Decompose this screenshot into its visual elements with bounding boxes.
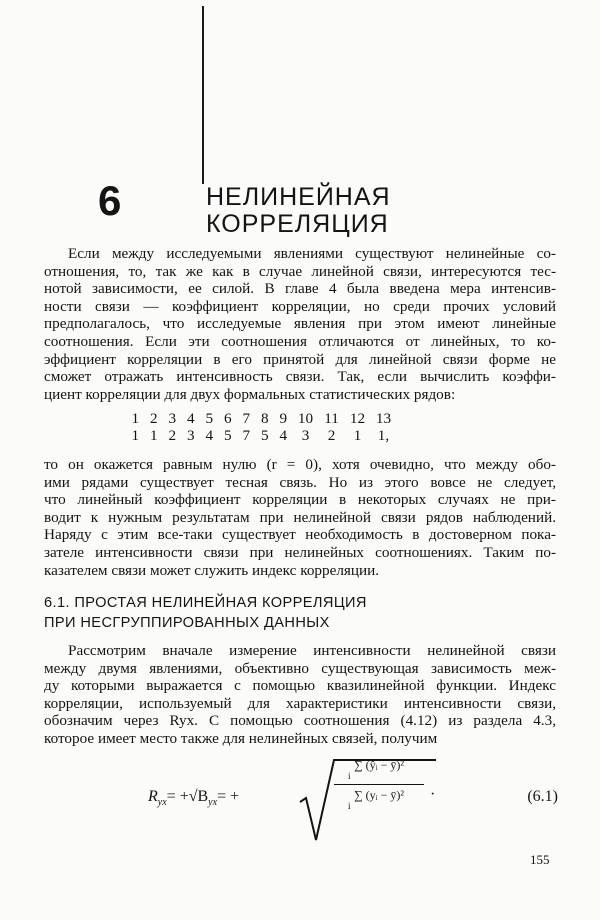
denominator-text: ∑ (yᵢ − ȳ)²	[354, 788, 404, 802]
page-number: 155	[530, 852, 550, 867]
series-row-1	[126, 410, 397, 427]
section-paragraph	[44, 642, 556, 748]
series-value: 2	[327, 427, 336, 444]
section-heading-line2: ПРИ НЕСГРУППИРОВАННЫХ ДАННЫХ	[44, 615, 330, 631]
formula-sqrt-B: = +√B	[166, 788, 209, 805]
series-value: 3	[186, 427, 195, 444]
after-series-paragraph	[44, 456, 556, 579]
text-line: зателе интенсивности связи при нелинейных соотношениях. Таким по-	[44, 543, 556, 561]
text-line: Рассмотрим вначале измерение интенсивности нелинейной связи	[68, 642, 556, 659]
series-value: 4	[186, 410, 195, 427]
formula-6-1	[148, 756, 558, 846]
text-line: эффициент корреляции в его принятой для линейной связи форме не	[44, 350, 556, 368]
text-line: что линейный коэффициент корреляции в некоторых случаях не при-	[44, 491, 556, 509]
text-line: отношения, то, так же как в случае линейной связи, интересуются тес-	[44, 262, 556, 280]
vertical-rule	[202, 6, 204, 184]
series-value: 5	[260, 427, 269, 444]
series-value: 13	[375, 410, 392, 427]
formula-numerator	[334, 758, 424, 785]
text-line: ности связи — коэффициент корреляции, но среди прочих условий	[44, 297, 556, 315]
series-value: 4	[279, 427, 288, 444]
text-line: Наряду с этим все-таки существует необходимость в достоверном пока-	[44, 526, 556, 544]
text-line: ими рядами существует тесная связь. Но из этого вовсе не следует,	[44, 473, 556, 491]
formula-R: R	[148, 788, 158, 805]
text-line: корреляции, используемый для характеристики интенсивности связи,	[44, 694, 556, 712]
series-value: 1,	[377, 427, 390, 444]
series-value: 1	[131, 410, 140, 427]
text-line: между двумя явлениями, объективно существующая зависимость меж-	[44, 659, 556, 677]
series-value: 8	[260, 410, 269, 427]
text-line: обозначим через Ryx. С помощью соотношения (4.12) из раздела 4.3,	[44, 712, 556, 730]
text-line: циент корреляции для двух формальных статистических рядов:	[44, 385, 456, 403]
series-row-2	[126, 427, 397, 444]
series-value: 7	[242, 427, 251, 444]
text-line: водит к нужным результатам при нелинейной связи рядов наблюдений.	[44, 508, 556, 526]
chapter-title-line2: КОРРЕЛЯЦИЯ	[206, 210, 389, 238]
text-line: которое имеет место также для нелинейных связей, получим	[44, 729, 438, 747]
formula-B-subscript: yx	[208, 797, 218, 809]
equation-number: (6.1)	[527, 788, 558, 805]
section-heading	[44, 593, 367, 633]
text-line: нотой зависимости, ее силой. В главе 4 была введена мера интенсив-	[44, 280, 556, 298]
series-value: 2	[168, 427, 177, 444]
number-series	[126, 410, 397, 444]
text-line: то он окажется равным нулю (r = 0), хотя очевидно, что между обо-	[44, 456, 556, 473]
intro-paragraph	[44, 245, 556, 403]
formula-denominator	[334, 785, 424, 811]
chapter-title-line1: НЕЛИНЕЙНАЯ	[206, 183, 391, 211]
series-value: 3	[301, 427, 310, 444]
formula-dot: ·	[430, 786, 436, 803]
series-value: 11	[324, 410, 339, 427]
numerator-text: ∑ (ŷᵢ − ȳ)²	[354, 758, 404, 772]
text-line: казателем связи может служить индекс корреляции.	[44, 561, 380, 579]
formula-R-subscript: yx	[157, 797, 167, 809]
text-line: сможет отражать интенсивность связи. Так, если вычислить коэффи-	[44, 368, 556, 386]
text-line: ду которыми выражается с помощью квазилинейной функции. Индекс	[44, 677, 556, 695]
numerator-index: i	[348, 771, 351, 781]
denominator-index: i	[348, 801, 351, 811]
section-heading-line1: 6.1. ПРОСТАЯ НЕЛИНЕЙНАЯ КОРРЕЛЯЦИЯ	[44, 595, 367, 611]
series-value: 1	[131, 427, 140, 444]
formula-equals-plus: = +	[217, 788, 240, 805]
series-value: 2	[149, 410, 158, 427]
series-value: 10	[297, 410, 314, 427]
text-line: соотношения. Если эти соотношения отличаются от линейных, то ко-	[44, 332, 556, 350]
formula-fraction	[334, 758, 424, 811]
chapter-title	[206, 184, 391, 238]
text-line: Если между исследуемыми явлениями существуют нелинейные со-	[68, 245, 556, 262]
chapter-number: 6	[98, 177, 122, 224]
series-value: 1	[353, 427, 362, 444]
series-value: 7	[242, 410, 251, 427]
series-value: 1	[149, 427, 158, 444]
series-value: 3	[168, 410, 177, 427]
text-line: предполагалось, что исследуемые явления при этом имеют линейные	[44, 315, 556, 333]
series-value: 4	[205, 427, 214, 444]
formula-lhs	[148, 788, 239, 808]
series-value: 6	[223, 410, 232, 427]
series-value: 12	[349, 410, 366, 427]
series-value: 5	[223, 427, 232, 444]
series-value: 5	[205, 410, 214, 427]
series-value: 9	[279, 410, 288, 427]
